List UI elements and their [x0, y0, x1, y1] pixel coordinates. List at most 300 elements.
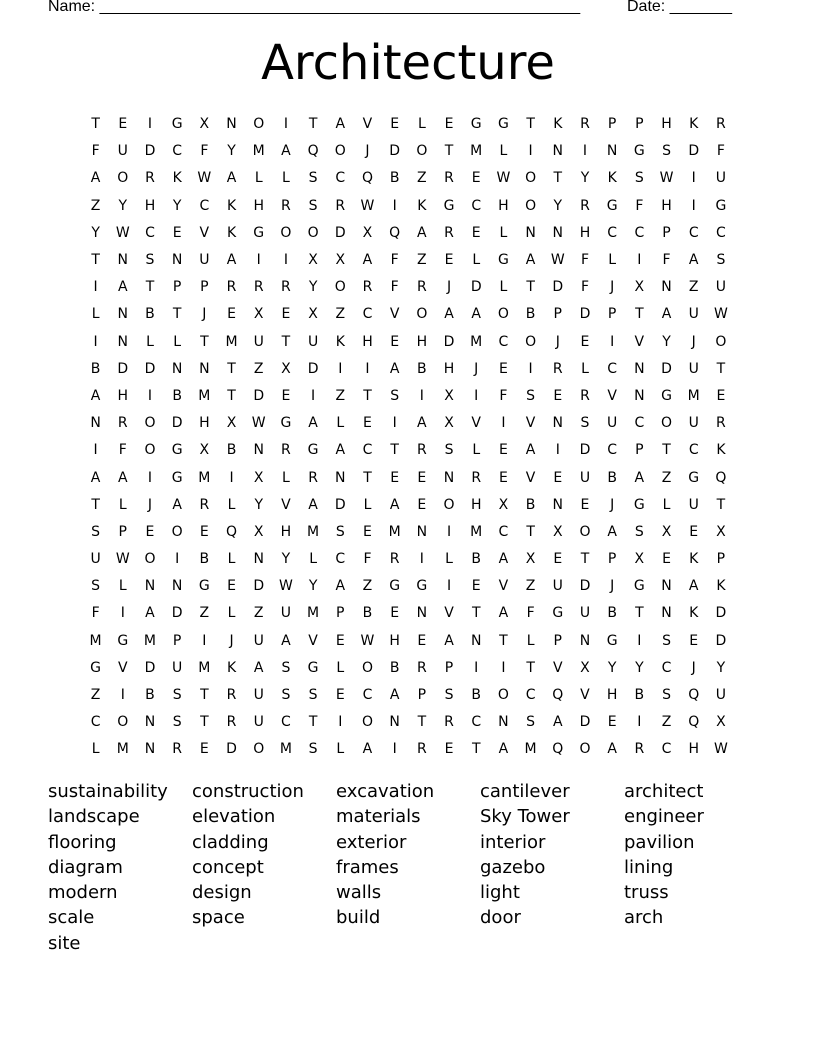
grid-letter: Y	[635, 659, 644, 676]
grid-letter: N	[389, 714, 400, 731]
grid-letter: T	[526, 116, 535, 133]
grid-letter: N	[144, 714, 156, 731]
grid-letter: N	[171, 578, 183, 595]
grid-letter: S	[281, 659, 291, 676]
word-bank-item: cladding	[192, 831, 269, 853]
grid-letter: S	[308, 197, 318, 214]
grid-letter: F	[716, 143, 725, 160]
word-bank-item: elevation	[192, 806, 276, 828]
grid-letter: W	[115, 224, 130, 241]
grid-letter: V	[634, 333, 645, 350]
word-bank-item: frames	[336, 856, 399, 878]
grid-letter: I	[365, 360, 370, 377]
grid-letter: U	[715, 279, 727, 296]
grid-letter: A	[444, 306, 454, 323]
grid-letter: T	[471, 605, 481, 622]
word-bank-item: materials	[336, 806, 421, 828]
word-bank-item: interior	[480, 831, 546, 853]
grid-letter: A	[226, 170, 237, 187]
word-bank-item: design	[192, 882, 252, 904]
grid-letter: A	[117, 279, 128, 296]
grid-letter: D	[443, 333, 455, 350]
grid-letter: M	[307, 523, 320, 540]
grid-letter: R	[416, 741, 427, 758]
grid-letter: J	[202, 306, 207, 323]
grid-letter: R	[308, 469, 318, 486]
grid-letter: T	[91, 252, 100, 269]
grid-letter: A	[634, 469, 645, 486]
grid-letter: Y	[580, 170, 590, 187]
letter-grid	[82, 111, 742, 764]
grid-letter: S	[662, 632, 671, 649]
grid-letter: V	[117, 659, 128, 676]
grid-letter: E	[363, 523, 372, 540]
grid-letter: L	[662, 496, 671, 513]
grid-letter: U	[307, 333, 319, 350]
grid-letter: S	[716, 252, 726, 269]
grid-letter: G	[661, 387, 672, 404]
grid-letter: W	[496, 170, 511, 187]
grid-row	[82, 464, 742, 491]
grid-letter: N	[470, 632, 482, 649]
grid-letter: R	[335, 197, 346, 214]
grid-letter: G	[198, 578, 210, 595]
grid-letter: A	[607, 523, 617, 540]
grid-letter: N	[634, 387, 645, 404]
grid-letter: Y	[281, 551, 291, 568]
grid-row	[82, 573, 742, 600]
grid-letter: G	[253, 224, 265, 241]
grid-letter: P	[635, 116, 644, 133]
grid-letter: X	[281, 360, 291, 377]
grid-letter: J	[610, 496, 615, 513]
grid-letter: P	[172, 279, 182, 296]
grid-row	[82, 736, 742, 763]
grid-letter: M	[307, 605, 320, 622]
grid-letter: E	[553, 469, 563, 486]
grid-letter: U	[117, 143, 128, 160]
grid-letter: S	[172, 687, 182, 704]
grid-letter: E	[498, 469, 508, 486]
grid-letter: A	[281, 632, 291, 649]
grid-letter: A	[90, 469, 101, 486]
grid-letter: E	[498, 360, 508, 377]
grid-letter: I	[582, 143, 588, 160]
grid-letter: G	[470, 116, 482, 133]
grid-letter: R	[117, 415, 128, 432]
grid-letter: X	[634, 551, 645, 568]
grid-letter: W	[659, 170, 674, 187]
grid-letter: T	[227, 360, 236, 377]
grid-letter: L	[581, 360, 589, 377]
grid-letter: G	[90, 659, 102, 676]
grid-letter: C	[362, 442, 373, 459]
word-bank-item: cantilever	[480, 781, 570, 802]
grid-letter: C	[498, 523, 509, 540]
grid-letter: N	[606, 143, 618, 160]
grid-letter: V	[580, 687, 590, 704]
grid-letter: I	[120, 605, 125, 622]
grid-letter: G	[171, 442, 183, 459]
grid-letter: P	[635, 442, 644, 459]
grid-letter: H	[389, 632, 400, 649]
grid-letter: I	[392, 197, 397, 214]
grid-letter: R	[362, 279, 373, 296]
grid-letter: I	[555, 442, 560, 459]
grid-letter: W	[197, 170, 212, 187]
grid-letter: V	[607, 387, 617, 404]
grid-row	[82, 600, 742, 627]
grid-letter: H	[470, 496, 482, 513]
grid-row	[82, 655, 742, 682]
grid-letter: H	[144, 197, 156, 214]
grid-letter: U	[715, 687, 727, 704]
grid-letter: Y	[716, 659, 726, 676]
grid-letter: O	[579, 741, 591, 758]
grid-letter: T	[363, 469, 372, 486]
grid-letter: A	[172, 496, 182, 513]
grid-letter: W	[251, 415, 266, 432]
grid-letter: E	[390, 116, 400, 133]
grid-letter: S	[662, 143, 671, 160]
grid-letter: K	[417, 197, 427, 214]
grid-letter: M	[198, 387, 211, 404]
grid-letter: G	[307, 659, 319, 676]
grid-letter: F	[635, 197, 644, 214]
grid-letter: E	[145, 523, 155, 540]
grid-letter: I	[392, 741, 397, 758]
grid-letter: E	[444, 741, 454, 758]
grid-letter: T	[499, 632, 508, 649]
grid-letter: I	[637, 252, 642, 269]
grid-letter: A	[281, 143, 291, 160]
grid-letter: I	[419, 551, 424, 568]
grid-letter: T	[417, 714, 427, 731]
grid-letter: M	[116, 741, 129, 758]
word-bank-item: engineer	[624, 806, 704, 828]
grid-letter: B	[634, 687, 645, 704]
grid-letter: N	[199, 360, 210, 377]
grid-letter: A	[417, 415, 427, 432]
grid-letter: L	[118, 578, 127, 595]
grid-letter: G	[633, 496, 645, 513]
grid-letter: S	[662, 687, 671, 704]
grid-letter: I	[202, 632, 207, 649]
grid-letter: H	[199, 415, 210, 432]
grid-letter: B	[389, 170, 400, 187]
grid-letter: P	[607, 551, 617, 568]
grid-letter: L	[499, 279, 508, 296]
grid-letter: X	[634, 279, 645, 296]
grid-letter: R	[716, 415, 726, 432]
grid-letter: A	[552, 714, 563, 731]
grid-letter: S	[580, 415, 590, 432]
grid-letter: Q	[361, 170, 373, 187]
grid-letter: D	[661, 360, 672, 377]
grid-letter: M	[470, 523, 483, 540]
grid-row	[82, 628, 742, 655]
grid-letter: O	[416, 143, 428, 160]
grid-letter: X	[525, 551, 536, 568]
grid-letter: G	[688, 469, 700, 486]
grid-letter: N	[443, 469, 455, 486]
grid-letter: Q	[389, 224, 401, 241]
grid-letter: E	[227, 306, 236, 323]
grid-letter: O	[144, 442, 156, 459]
grid-letter: G	[171, 116, 183, 133]
grid-letter: H	[362, 333, 373, 350]
grid-letter: P	[607, 306, 617, 323]
grid-letter: U	[579, 605, 591, 622]
grid-letter: O	[117, 714, 129, 731]
grid-letter: S	[335, 523, 345, 540]
grid-letter: T	[635, 605, 644, 622]
grid-letter: I	[283, 116, 288, 133]
grid-letter: M	[89, 632, 102, 649]
grid-letter: I	[528, 360, 533, 377]
grid-letter: A	[145, 605, 155, 622]
grid-letter: X	[253, 523, 264, 540]
grid-letter: N	[552, 415, 564, 432]
grid-letter: R	[226, 687, 237, 704]
grid-letter: O	[525, 170, 537, 187]
grid-letter: E	[471, 170, 481, 187]
grid-letter: J	[610, 279, 615, 296]
grid-letter: E	[553, 387, 563, 404]
grid-letter: T	[91, 116, 100, 133]
grid-letter: E	[417, 496, 427, 513]
grid-letter: U	[579, 469, 591, 486]
grid-letter: C	[634, 224, 645, 241]
grid-letter: C	[607, 224, 618, 241]
grid-letter: L	[363, 496, 372, 513]
grid-letter: C	[661, 659, 672, 676]
grid-letter: L	[309, 551, 317, 568]
grid-letter: K	[689, 116, 699, 133]
grid-letter: I	[501, 415, 506, 432]
grid-letter: R	[444, 170, 454, 187]
grid-letter: F	[580, 279, 589, 296]
grid-letter: E	[281, 387, 291, 404]
grid-letter: N	[144, 578, 156, 595]
grid-letter: G	[443, 197, 455, 214]
grid-letter: R	[580, 197, 590, 214]
grid-letter: U	[688, 360, 699, 377]
grid-letter: Z	[253, 605, 264, 622]
grid-letter: Z	[90, 687, 101, 704]
grid-letter: I	[147, 116, 153, 133]
grid-letter: S	[281, 687, 291, 704]
grid-letter: O	[497, 306, 509, 323]
grid-letter: O	[579, 523, 591, 540]
grid-letter: P	[172, 632, 182, 649]
grid-letter: D	[226, 741, 237, 758]
grid-letter: Y	[607, 659, 617, 676]
grid-letter: T	[145, 279, 155, 296]
grid-letter: C	[634, 415, 645, 432]
grid-letter: T	[716, 360, 726, 377]
grid-letter: E	[553, 551, 563, 568]
grid-letter: O	[334, 279, 346, 296]
grid-letter: P	[417, 687, 427, 704]
grid-letter: V	[362, 116, 373, 133]
grid-letter: B	[199, 551, 210, 568]
grid-letter: Y	[91, 224, 100, 241]
word-bank-item: site	[48, 932, 81, 954]
grid-letter: F	[526, 605, 535, 622]
grid-letter: V	[389, 306, 400, 323]
word-bank	[48, 779, 808, 956]
grid-letter: J	[691, 659, 696, 676]
grid-letter: E	[689, 523, 699, 540]
grid-letter: O	[361, 714, 373, 731]
grid-letter: D	[579, 578, 591, 595]
grid-letter: C	[172, 143, 183, 160]
grid-letter: A	[90, 387, 101, 404]
grid-letter: F	[499, 387, 508, 404]
grid-letter: O	[253, 116, 265, 133]
grid-letter: N	[634, 360, 645, 377]
grid-row	[82, 519, 742, 546]
grid-letter: R	[552, 360, 563, 377]
grid-letter: E	[580, 333, 590, 350]
grid-letter: A	[444, 632, 454, 649]
grid-letter: X	[226, 415, 237, 432]
grid-letter: O	[144, 551, 156, 568]
grid-letter: C	[90, 714, 101, 731]
grid-letter: R	[634, 741, 645, 758]
grid-letter: U	[688, 415, 699, 432]
grid-letter: K	[226, 224, 237, 241]
grid-letter: I	[175, 551, 180, 568]
grid-letter: C	[145, 224, 155, 241]
grid-letter: L	[608, 252, 617, 269]
grid-letter: L	[227, 496, 236, 513]
grid-letter: I	[501, 659, 506, 676]
word-bank-item: construction	[192, 781, 304, 802]
grid-letter: A	[498, 741, 509, 758]
word-bank-item: concept	[192, 856, 264, 878]
grid-letter: N	[171, 360, 183, 377]
grid-letter: R	[389, 551, 400, 568]
grid-letter: K	[553, 116, 563, 133]
grid-letter: Y	[172, 197, 182, 214]
grid-letter: K	[689, 605, 699, 622]
grid-letter: X	[253, 469, 264, 486]
grid-letter: O	[525, 333, 537, 350]
grid-letter: E	[335, 632, 345, 649]
grid-letter: X	[716, 523, 726, 540]
grid-letter: T	[580, 551, 590, 568]
grid-letter: N	[90, 415, 101, 432]
grid-letter: A	[498, 551, 509, 568]
grid-letter: P	[716, 551, 726, 568]
grid-letter: L	[499, 143, 508, 160]
word-bank-item: light	[480, 882, 520, 904]
grid-letter: R	[172, 741, 183, 758]
grid-letter: B	[607, 605, 617, 622]
grid-letter: I	[147, 469, 153, 486]
grid-letter: D	[117, 360, 129, 377]
grid-letter: G	[633, 578, 645, 595]
grid-letter: E	[281, 306, 291, 323]
grid-letter: W	[550, 252, 565, 269]
word-bank-item: modern	[48, 882, 118, 904]
grid-letter: T	[390, 442, 399, 459]
grid-letter: X	[335, 252, 346, 269]
grid-letter: K	[716, 578, 726, 595]
grid-letter: X	[716, 714, 726, 731]
grid-letter: A	[362, 741, 373, 758]
grid-row	[82, 220, 742, 247]
grid-letter: I	[691, 197, 696, 214]
grid-letter: N	[552, 224, 564, 241]
grid-letter: E	[498, 442, 508, 459]
grid-letter: E	[662, 551, 671, 568]
grid-row	[82, 437, 742, 464]
grid-letter: B	[389, 659, 400, 676]
grid-letter: D	[144, 143, 156, 160]
grid-letter: E	[580, 496, 590, 513]
word-bank-item: scale	[48, 907, 95, 929]
grid-letter: C	[688, 442, 699, 459]
grid-letter: T	[281, 333, 291, 350]
grid-letter: Q	[688, 714, 700, 731]
grid-letter: B	[172, 387, 182, 404]
grid-letter: F	[200, 143, 209, 160]
grid-letter: R	[416, 659, 427, 676]
grid-letter: E	[390, 469, 400, 486]
grid-letter: O	[171, 523, 183, 540]
grid-letter: X	[308, 252, 318, 269]
grid-letter: F	[390, 279, 399, 296]
grid-letter: Z	[661, 714, 672, 731]
grid-row	[82, 546, 742, 573]
grid-letter: M	[470, 143, 483, 160]
grid-letter: B	[525, 496, 536, 513]
grid-row	[82, 165, 742, 192]
grid-letter: E	[118, 116, 128, 133]
grid-letter: L	[336, 415, 345, 432]
grid-letter: V	[281, 496, 291, 513]
grid-letter: X	[199, 442, 210, 459]
grid-letter: G	[552, 605, 564, 622]
grid-letter: V	[498, 578, 509, 595]
grid-letter: I	[637, 632, 642, 649]
grid-letter: G	[606, 197, 618, 214]
grid-letter: H	[579, 224, 591, 241]
grid-letter: Y	[308, 578, 318, 595]
grid-letter: B	[145, 306, 155, 323]
grid-letter: X	[253, 306, 264, 323]
grid-letter: B	[471, 551, 482, 568]
grid-letter: R	[253, 279, 264, 296]
grid-letter: N	[117, 306, 129, 323]
grid-letter: I	[446, 578, 452, 595]
grid-letter: H	[661, 116, 672, 133]
grid-letter: V	[525, 415, 536, 432]
grid-letter: T	[444, 143, 454, 160]
grid-letter: E	[172, 224, 182, 241]
grid-letter: N	[661, 578, 672, 595]
grid-letter: N	[144, 741, 156, 758]
grid-letter: N	[661, 605, 672, 622]
grid-letter: C	[362, 687, 373, 704]
grid-letter: E	[471, 578, 481, 595]
grid-letter: X	[444, 415, 454, 432]
grid-letter: I	[229, 469, 234, 486]
grid-letter: F	[91, 143, 100, 160]
